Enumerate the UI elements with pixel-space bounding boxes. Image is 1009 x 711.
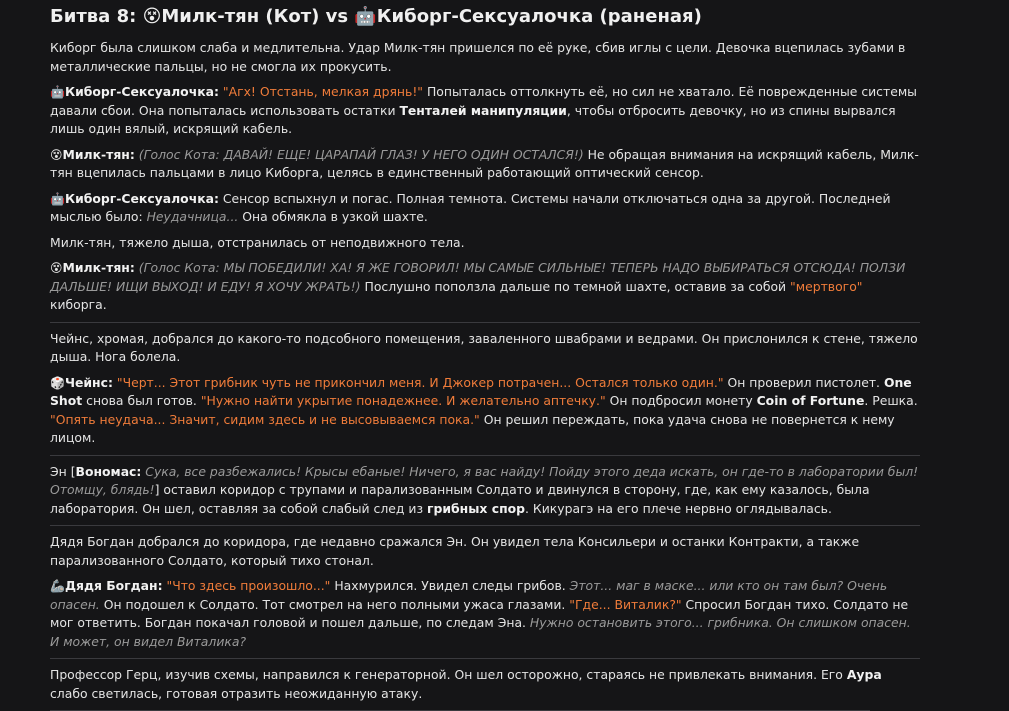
paragraph-bogdan: 🦾Дядя Богдан: "Что здесь произошло..." Нахмурился. Увидел следы грибов. Этот... маг в маске... или кто он там был? Очень опасен. Он подошел к Солдато. Тот смотрел на него полными ужаса глазами. "Где... Виталик?" Спросил Богдан тихо. Солдато не мог ответить. Богдан покачал головой и пошел дальше, по следам Эна. Нужно остановить этого... грибника. Он слишком опасен. И может, он видел Виталика? (50, 578, 911, 649)
inner-thought: (Голос Кота: ДАВАЙ! ЕЩЕ! ЦАРАПАЙ ГЛАЗ! У НЕГО ОДИН ОСТАЛСЯ!) (138, 146, 584, 162)
paragraph-1: Киборг была слишком слаба и медлительна. Удар Милк-тян пришелся по её руке, сбив иглы с цели. Девочка вцепилась зубами в металлические пальцы, но не смогла их прокусить. (50, 40, 906, 74)
dizzy-face-icon: 😵 (142, 6, 162, 27)
dice-icon: 🎲 (50, 375, 65, 390)
divider (50, 525, 920, 526)
battle-heading: Битва 8: 😵Милк-тян (Кот) vs 🤖Киборг-Сексуалочка (раненая) (50, 6, 702, 27)
speaker-name: Милк-тян: (62, 260, 135, 275)
dizzy-face-icon: 😵 (50, 261, 63, 275)
dialogue-quote: "Опять неудача... Значит, сидим здесь и не высовываемся пока." (50, 411, 480, 427)
dialogue-quote: "мертвого" (790, 278, 863, 294)
inner-thought: Неудачница... (146, 209, 239, 224)
inner-thought: (Голос Кота: МЫ ПОБЕДИЛИ! ХА! Я ЖЕ ГОВОРИЛ! МЫ САМЫЕ СИЛЬНЫЕ! ТЕПЕРЬ НАДО ВЫБИРАТЬСЯ ОТСЮДА! ПОЛЗИ ДАЛЬШЕ! ИЩИ ВЫХОД! И ЕДУ! Я ХОЧУ ЖРАТЬ!) (50, 260, 906, 294)
robot-icon: 🤖 (50, 85, 65, 99)
speaker-name: Киборг-Сексуалочка: (64, 84, 219, 99)
paragraph-cyborg-2: 🤖Киборг-Сексуалочка: Сенсор вспыхнул и погас. Полная темнота. Системы начали отключаться одна за другой. Последней мыслью было: Неудачница... Она обмякла в узкой шахте. (50, 190, 891, 224)
robot-icon: 🤖 (354, 6, 377, 27)
paragraph-milk-2: 😵Милк-тян: (Голос Кота: МЫ ПОБЕДИЛИ! ХА! Я ЖЕ ГОВОРИЛ! МЫ САМЫЕ СИЛЬНЫЕ! ТЕПЕРЬ НАДО ВЫБИРАТЬСЯ ОТСЮДА! ПОЛЗИ ДАЛЬШЕ! ИЩИ ВЫХОД! И ЕДУ! Я ХОЧУ ЖРАТЬ!) Послушно поползла дальше по темной шахте, оставив за собой "мертвого" киборга. (50, 260, 906, 312)
dialogue-quote: "Что здесь произошло..." (166, 578, 331, 593)
paragraph-5: Милк-тян, тяжело дыша, отстранилась от неподвижного тела. (50, 234, 465, 250)
story-content (50, 0, 920, 711)
paragraph-en: Эн [Вономас: Сука, все разбежались! Крысы ебаные! Ничего, я вас найду! Пойду этого деда искать, он где-то в лаборатории был! Отомщу, блядь!] оставил коридор с трупами и парализованным Солдато и двинулся в сторону, где, как ему казалось, была лаборатория. Он шел, оставляя за собой слабый след из грибных спор. Кикурагэ на его плече нервно оглядывалась. (50, 463, 919, 516)
divider (50, 322, 920, 323)
dizzy-face-icon: 😵 (50, 147, 63, 162)
dialogue-quote: "Где... Виталик?" (569, 596, 682, 612)
speaker-name: Чейнс: (64, 374, 113, 390)
dialogue-quote: "Агх! Отстань, мелкая дрянь!" (222, 84, 424, 99)
robot-icon: 🤖 (50, 191, 65, 206)
paragraph-10: Дядя Богдан добрался до коридора, где недавно сражался Эн. Он увидел тела Консильери и останки Контракти, а также парализованного Солдато, который тихо стонал. (50, 534, 860, 568)
dialogue-quote: "Нужно найти укрытие понадежнее. И желательно аптечку." (200, 393, 606, 408)
inner-thought: Нужно остановить этого... грибника. Он слишком опасен. И может, он видел Виталика? (50, 615, 911, 649)
speaker-name: Киборг-Сексуалочка: (64, 190, 219, 206)
paragraph-cyborg-1: 🤖Киборг-Сексуалочка: "Агх! Отстань, мелкая дрянь!" Попыталась оттолкнуть её, но сил не хватало. Её поврежденные системы давали сбои. Она попыталась использовать остатки Тенталей манипуляции, чтобы отбросить девочку, но из спины вырвался лишь один вялый, искрящий кабель. (50, 84, 917, 136)
divider (50, 455, 920, 456)
inner-thought: Сука, все разбежались! Крысы ебаные! Ничего, я вас найду! Пойду этого деда искать, он где-то в лаборатории был! Отомщу, блядь! (50, 463, 919, 497)
paragraph-milk-1: 😵Милк-тян: (Голос Кота: ДАВАЙ! ЕЩЕ! ЦАРАПАЙ ГЛАЗ! У НЕГО ОДИН ОСТАЛСЯ!) Не обращая внимания на искрящий кабель, Милк-тян вцепилась пальцами в лицо Киборга, целясь в единственный работающий оптический сенсор. (50, 146, 919, 180)
paragraph-chains: 🎲Чейнс: "Черт... Этот грибник чуть не прикончил меня. И Джокер потрачен... Остался только один." Он проверил пистолет. One Shot снова был готов. "Нужно найти укрытие понадежнее. И желательно аптечку." Он подбросил монету Coin of Fortune. Решка. "Опять неудача... Значит, сидим здесь и не высовываемся пока." Он решил переждать, пока удача снова не повернется к нему лицом. (50, 374, 918, 445)
paragraph-7: Чейнс, хромая, добрался до какого-то подсобного помещения, заваленного швабрами и ведрами. Он прислонился к стене, тяжело дыша. Нога болела. (50, 330, 918, 364)
inner-thought: Этот... маг в маске... или кто он там был? Очень опасен. (50, 578, 888, 612)
speaker-name: Милк-тян: (62, 146, 135, 162)
paragraph-herz: Профессор Герц, изучив схемы, направился к генераторной. Он шел осторожно, стараясь не привлекать внимания. Его Аура слабо светилась, готовая отразить неожиданную атаку. (50, 667, 882, 701)
dialogue-quote: "Черт... Этот грибник чуть не прикончил меня. И Джокер потрачен... Остался только один." (116, 374, 724, 390)
mechanical-arm-icon: 🦾 (50, 579, 65, 593)
speaker-name: Дядя Богдан: (64, 578, 163, 593)
